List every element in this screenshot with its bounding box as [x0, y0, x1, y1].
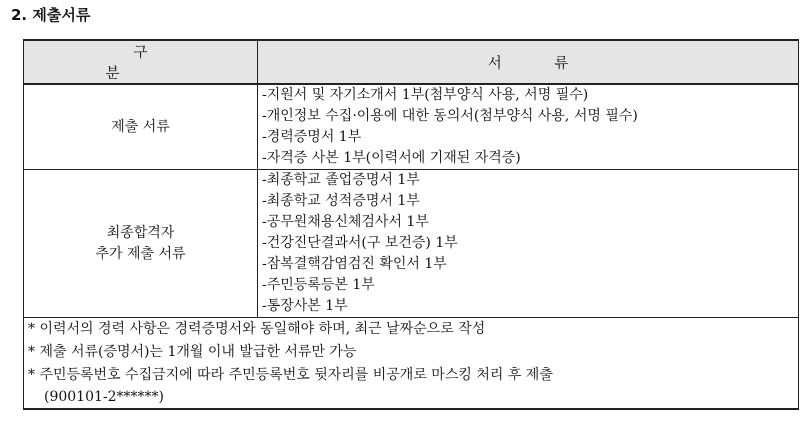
list-item: -최종학교 졸업증명서 1부	[262, 172, 420, 188]
category-label: 추가 제출 서류	[95, 245, 186, 262]
list-item: -통장사본 1부	[262, 298, 348, 314]
list-item: -잠복결핵감염검진 확인서 1부	[262, 256, 447, 272]
list-item: -지원서 및 자기소개서 1부(첨부양식 사용, 서명 필수)	[262, 87, 589, 103]
header-documents	[258, 40, 799, 84]
list-item: -경력증명서 1부	[262, 129, 362, 145]
list-item: -최종학교 성적증명서 1부	[262, 193, 420, 209]
category-cell	[24, 170, 258, 318]
header-category	[24, 40, 258, 84]
note-continuation: (900101-2******)	[44, 389, 165, 405]
table-header-row	[24, 40, 799, 84]
table-row	[24, 84, 799, 170]
category-label: 최종합격자	[106, 224, 175, 241]
documents-table	[23, 39, 799, 410]
table-row	[24, 170, 799, 318]
items-cell	[258, 84, 799, 170]
list-item: -건강진단결과서(구 보건증) 1부	[262, 235, 458, 251]
header-category-label: 구 분	[105, 45, 204, 82]
list-item: -자격증 사본 1부(이력서에 기재된 자격증)	[262, 150, 521, 166]
notes-cell	[24, 318, 799, 410]
note-item: * 주민등록번호 수집금지에 따라 주민등록번호 뒷자리를 비공개로 마스킹 처리 후 제출	[28, 367, 553, 383]
list-item: -개인정보 수집·이용에 대한 동의서(첨부양식 사용, 서명 필수)	[262, 108, 638, 124]
category-label: 제출 서류	[111, 118, 170, 135]
note-item: * 제출 서류(증명서)는 1개월 이내 발급한 서류만 가능	[28, 344, 357, 360]
items-cell	[258, 170, 799, 318]
notes-row	[24, 318, 799, 410]
note-item: * 이력서의 경력 사항은 경력증명서와 동일해야 하며, 최근 날짜순으로 작성	[28, 321, 486, 337]
header-documents-label: 서 류	[487, 55, 593, 72]
section-title: 2. 제출서류	[11, 6, 91, 24]
list-item: -공무원채용신체검사서 1부	[262, 214, 429, 230]
list-item: -주민등록등본 1부	[262, 277, 375, 293]
category-cell	[24, 84, 258, 170]
